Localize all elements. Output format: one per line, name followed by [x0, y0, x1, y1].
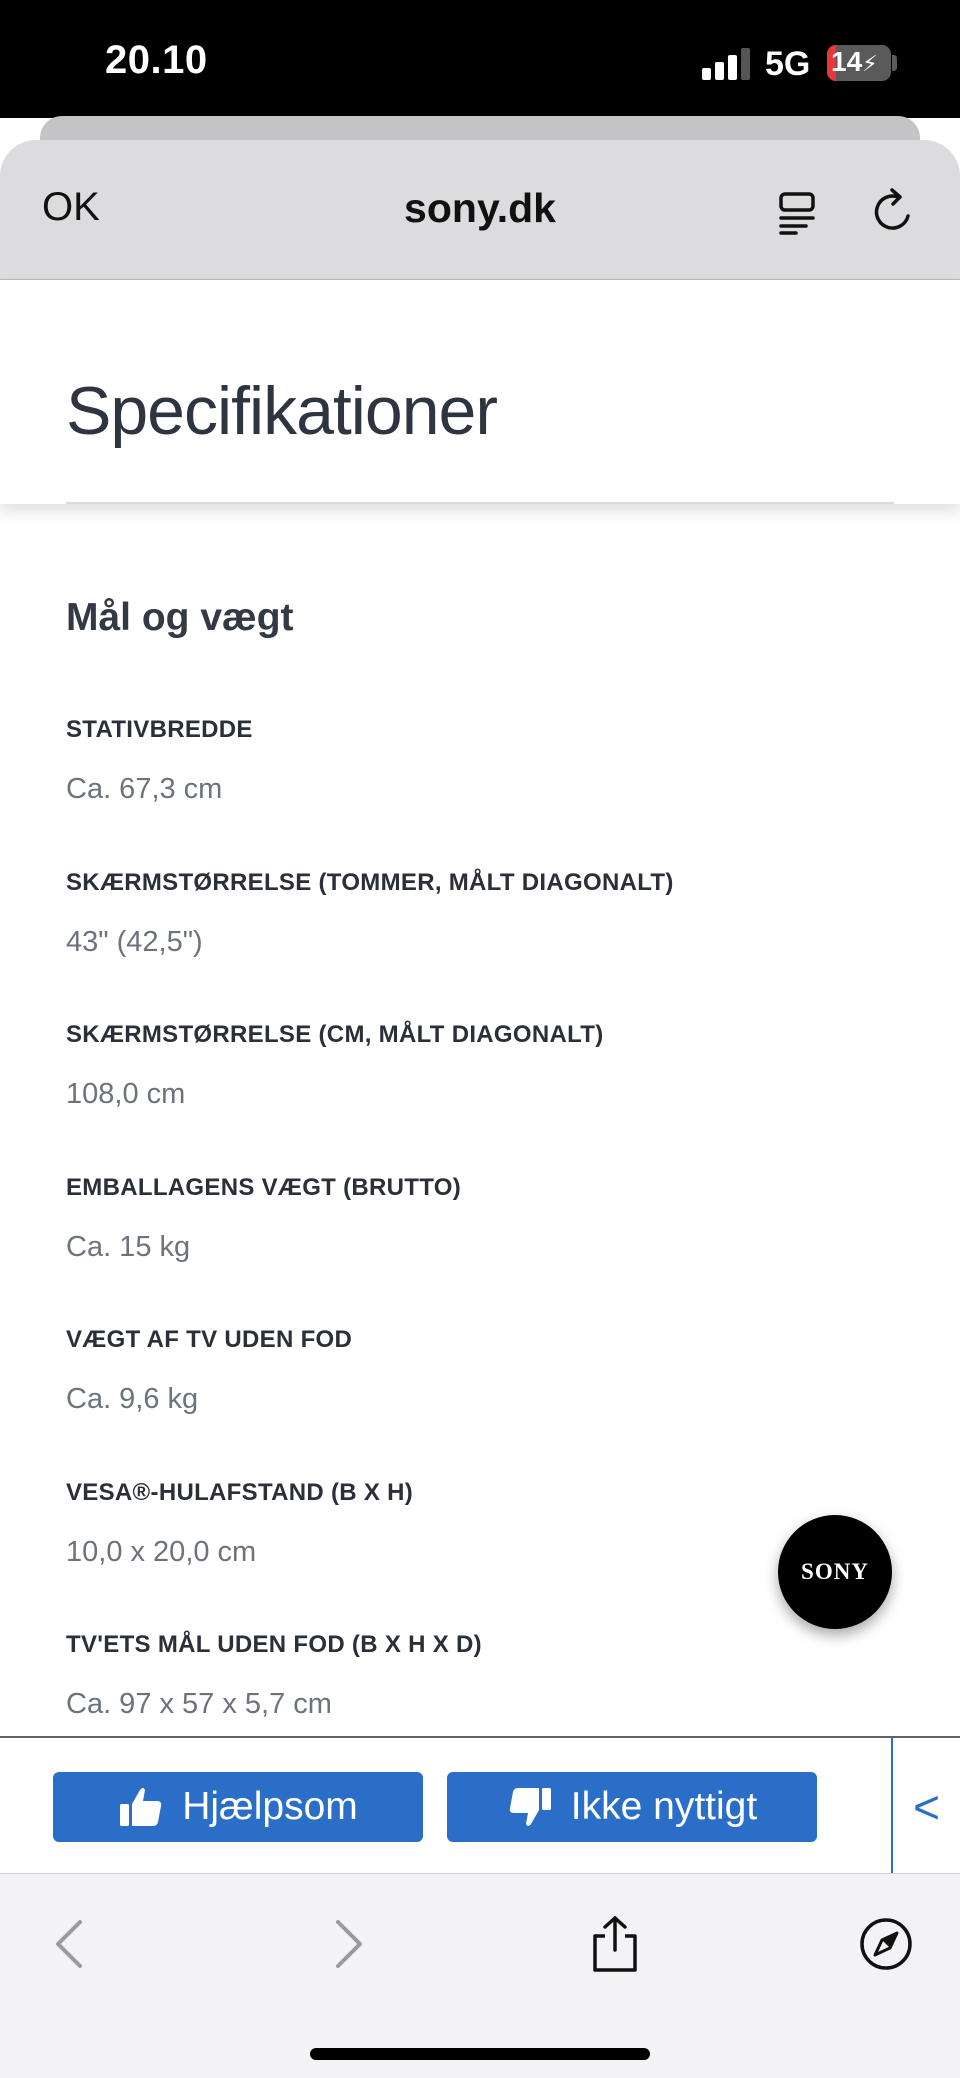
browser-header: [0, 140, 960, 280]
spec-label: SKÆRMSTØRRELSE (TOMMER, MÅLT DIAGONALT): [66, 868, 674, 896]
spec-item: [66, 869, 886, 1022]
status-bar: [0, 0, 960, 118]
thumbs-down-icon: [507, 1784, 553, 1830]
spec-value: 108,0 cm: [66, 1078, 186, 1110]
battery-icon: [827, 45, 891, 81]
not-helpful-button[interactable]: [447, 1772, 817, 1842]
compass-icon[interactable]: [856, 1914, 916, 1974]
spec-item: [66, 1479, 886, 1632]
spec-value: Ca. 97 x 57 x 5,7 cm: [66, 1688, 332, 1720]
spec-label: EMBALLAGENS VÆGT (BRUTTO): [66, 1173, 462, 1201]
feedback-bar: [0, 1736, 960, 1873]
spec-value: Ca. 67,3 cm: [66, 773, 223, 805]
section-heading: Mål og vægt: [66, 596, 294, 639]
spec-item: [66, 1326, 886, 1479]
share-icon[interactable]: [585, 1914, 645, 1974]
spec-label: TV'ETS MÅL UDEN FOD (B X H X D): [66, 1631, 482, 1658]
forward-icon[interactable]: [318, 1914, 378, 1974]
spec-value: Ca. 15 kg: [66, 1230, 191, 1263]
home-indicator: [310, 2048, 650, 2060]
spec-value: 43" (42,5"): [66, 925, 203, 958]
reload-icon[interactable]: [870, 186, 918, 236]
helpful-label: Hjælpsom: [182, 1785, 358, 1828]
battery-level: 14: [831, 46, 863, 77]
site-address: sony.dk: [404, 185, 556, 231]
helpful-button[interactable]: [53, 1772, 423, 1842]
sticky-title-bar: [0, 280, 960, 504]
back-icon[interactable]: [40, 1914, 100, 1974]
battery-cap: [892, 55, 897, 71]
status-time: 20.10: [105, 38, 208, 82]
spec-label: VÆGT AF TV UDEN FOD: [66, 1326, 353, 1353]
charging-bolt-icon: ⚡: [862, 51, 878, 76]
done-button[interactable]: OK: [42, 185, 100, 229]
sony-logo: SONY: [801, 1559, 869, 1584]
title-divider: [66, 502, 894, 504]
spec-value: Ca. 9,6 kg: [66, 1383, 199, 1415]
network-type: 5G: [765, 45, 811, 83]
spec-item: [66, 1174, 886, 1327]
spec-label: SKÆRMSTØRRELSE (CM, MÅLT DIAGONALT): [66, 1021, 604, 1048]
reader-mode-icon[interactable]: [776, 188, 820, 236]
sony-chat-button[interactable]: [778, 1515, 892, 1629]
spec-list: [66, 716, 886, 1784]
signal-strength-icon: [702, 48, 750, 80]
thumbs-up-icon: [118, 1784, 164, 1830]
page-title: Specifikationer: [66, 373, 498, 449]
not-helpful-label: Ikke nyttigt: [570, 1785, 758, 1828]
collapse-tab[interactable]: <: [891, 1738, 960, 1875]
spec-value: 10,0 x 20,0 cm: [66, 1535, 257, 1568]
spec-item: [66, 1021, 886, 1174]
spec-item: [66, 716, 886, 869]
spec-label: STATIVBREDDE: [66, 716, 253, 743]
spec-label: VESA®-HULAFSTAND (B X H): [66, 1478, 414, 1506]
